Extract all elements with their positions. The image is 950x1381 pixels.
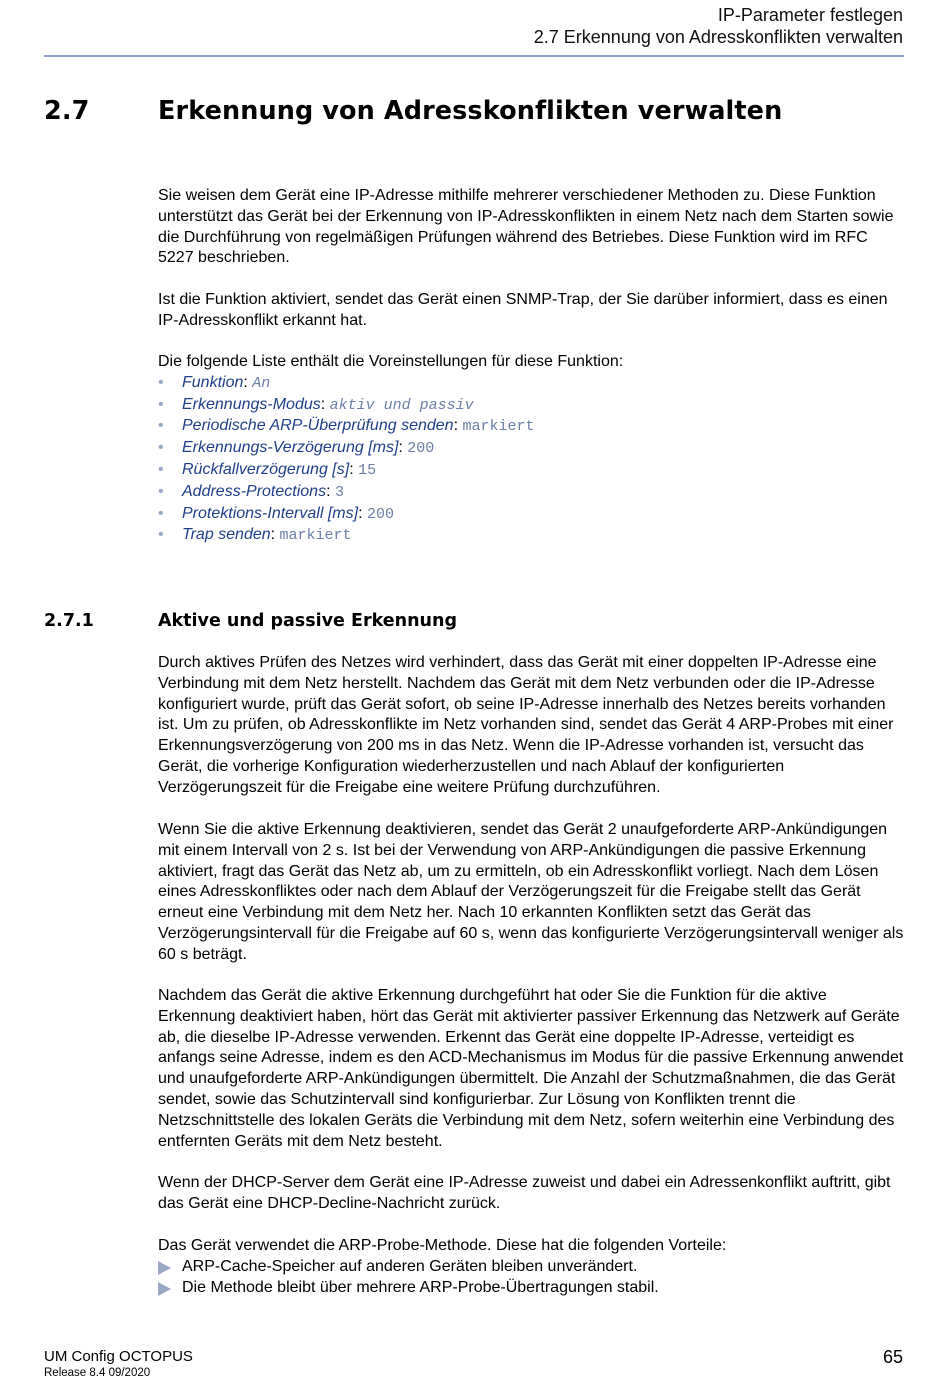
footer [44,1348,193,1381]
param-value: 3 [334,483,344,501]
bullet-icon: • [158,373,164,391]
param-name: Periodische ARP-Überprüfung senden [182,417,454,435]
subsection-number: 2.7.1 [44,611,94,631]
intro-paragraph-2: Ist die Funktion aktiviert, sendet das Gerät einen SNMP-Trap, der Sie darüber informiert, dass es einen IP-Adresskonflikt erkannt hat. [158,291,888,329]
param-name: Funktion [182,373,244,391]
list-item: • Erkennungs-Modus: aktiv und passiv [158,395,474,414]
bullet-icon: • [158,460,164,478]
bullet-icon: • [158,395,164,413]
paragraph-active-check: Durch aktives Prüfen des Netzes wird verhindert, dass das Gerät mit einer doppelten IP-Adresse eine Verbindung mit dem Netz herstellt. Nachdem das Gerät mit dem Netz verbunden oder die IP-Adresse konfiguriert wurde, prüft das Gerät sofort, ob seine IP-Adresse innerhalb des Netzes bereits vorhanden ist. Um zu prüfen, ob Adresskonflikte im Netz vorhanden sind, sendet das Gerät 4 ARP-Probes mit einer Erkennungsverzögerung von 200 ms in das Netz. Wenn die IP-Adresse vorhanden ist, versucht das Gerät, die vorherige Konfiguration wiederherzustellen und nach Ablauf der konfigurierten Verzögerungszeit für die Freigabe eine weitere Prüfung durchzuführen. [158,654,894,796]
list-item: • Address-Protections: 3 [158,482,344,501]
advantages-list [158,1257,906,1299]
section-title: Erkennung von Adresskonflikten verwalten [158,96,783,126]
bullet-icon: • [158,417,164,435]
page-number: 65 [882,1347,903,1367]
intro-paragraph-1: Sie weisen dem Gerät eine IP-Adresse mithilfe mehrerer verschiedener Methoden zu. Diese Funktion unterstützt das Gerät bei der Erkennung von IP-Adresskonflikten in einem Netz nach dem Starten sowie die Durchführung von regelmäßigen Prüfungen während des Betriebes. Diese Funktion wird im RFC 5227 beschrieben. [158,187,894,267]
header-section: 2.7 Erkennung von Adresskonflikten verwalten [533,27,903,47]
list-item: Die Methode bleibt über mehrere ARP-Probe-Übertragungen stabil. [158,1278,906,1299]
triangle-bullet-icon [158,1282,171,1296]
param-name: Protektions-Intervall [ms] [182,504,359,522]
param-name: Erkennungs-Verzögerung [ms] [182,439,399,457]
list-item: • Trap senden: markiert [158,526,352,545]
footer-release: Release 8.4 09/2020 [44,1367,151,1379]
section-number: 2.7 [44,96,90,126]
paragraph-passive-announcements: Wenn Sie die aktive Erkennung deaktivieren, sendet das Gerät 2 unaufgeforderte ARP-Ankündigungen mit einem Intervall von 2 s. Ist bei der Verwendung von ARP-Ankündigungen die passive Erkennung aktiviert, fragt das Gerät das Netz ab, um zu ermitteln, ob ein Adresskonflikt vorliegt. Nach dem Lösen eines Adresskonfliktes oder nach dem Ablauf der Verzögerungszeit für die Freigabe stellt das Gerät erneut eine Verbindung mit dem Netz her. Nach 10 erkannten Konflikten setzt das Gerät das Verzögerungsintervall für die Freigabe auf 60 s, wenn das konfigurierte Verzögerungsintervall weniger als 60 s beträgt. [158,821,904,963]
running-header [534,4,903,48]
param-name: Rückfallverzögerung [s] [182,460,350,478]
bullet-icon: • [158,439,164,457]
param-value: An [252,374,271,392]
advantages-block [158,1236,906,1298]
header-rule [44,55,904,57]
param-value: 200 [407,440,435,458]
paragraph-dhcp-decline: Wenn der DHCP-Server dem Gerät eine IP-Adresse zuweist und dabei ein Adressenkonflikt auftritt, gibt das Gerät eine DHCP-Decline-Nachricht zurück. [158,1174,891,1212]
triangle-bullet-icon [158,1261,171,1275]
list-item: • Periodische ARP-Überprüfung senden: markiert [158,417,535,436]
subsection-title: Aktive und passive Erkennung [158,611,457,631]
defaults-intro: Die folgende Liste enthält die Voreinstellungen für diese Funktion: [158,353,624,370]
param-value: 200 [366,505,394,523]
advantages-intro: Das Gerät verwendet die ARP-Probe-Methode. Diese hat die folgenden Vorteile: [158,1237,727,1254]
list-item: • Funktion: An [158,373,271,392]
param-value: aktiv und passiv [329,396,474,414]
bullet-icon: • [158,504,164,522]
defaults-block [158,352,906,547]
defaults-list [158,373,906,547]
header-chapter: IP-Parameter festlegen [717,5,903,25]
bullet-icon: • [158,482,164,500]
footer-manual: UM Config OCTOPUS [44,1348,193,1365]
param-name: Address-Protections [182,482,327,500]
param-value: 15 [358,461,377,479]
param-name: Trap senden [182,526,271,544]
list-item: ARP-Cache-Speicher auf anderen Geräten bleiben unverändert. [158,1257,906,1278]
bullet-icon: • [158,526,164,544]
list-item: • Protektions-Intervall [ms]: 200 [158,504,394,523]
paragraph-passive-defense: Nachdem das Gerät die aktive Erkennung durchgeführt hat oder Sie die Funktion für die aktive Erkennung deaktiviert haben, hört das Gerät mit aktivierter passiver Erkennung das Netzwerk auf Geräte ab, die dieselbe IP-Adresse verwenden. Erkennt das Gerät eine doppelte IP-Adresse, verteidigt es anfangs seine Adresse, indem es den ACD-Mechanismus im Modus für die passive Erkennung anwendet und unaufgeforderte ARP-Ankündigungen übermittelt. Die Anzahl der Schutzmaßnahmen, die das Gerät sendet, sowie das Schutzintervall sind konfigurierbar. Zur Lösung von Konflikten trennt die Netzschnittstelle des lokalen Geräts die Verbindung mit dem Netz, sofern weiterhin eine Verbindung des entfernten Geräts mit dem Netz besteht. [158,987,904,1150]
list-item: • Erkennungs-Verzögerung [ms]: 200 [158,439,435,458]
param-value: markiert [279,527,352,545]
list-item: • Rückfallverzögerung [s]: 15 [158,460,377,479]
param-value: markiert [462,418,535,436]
param-name: Erkennungs-Modus [182,395,321,413]
